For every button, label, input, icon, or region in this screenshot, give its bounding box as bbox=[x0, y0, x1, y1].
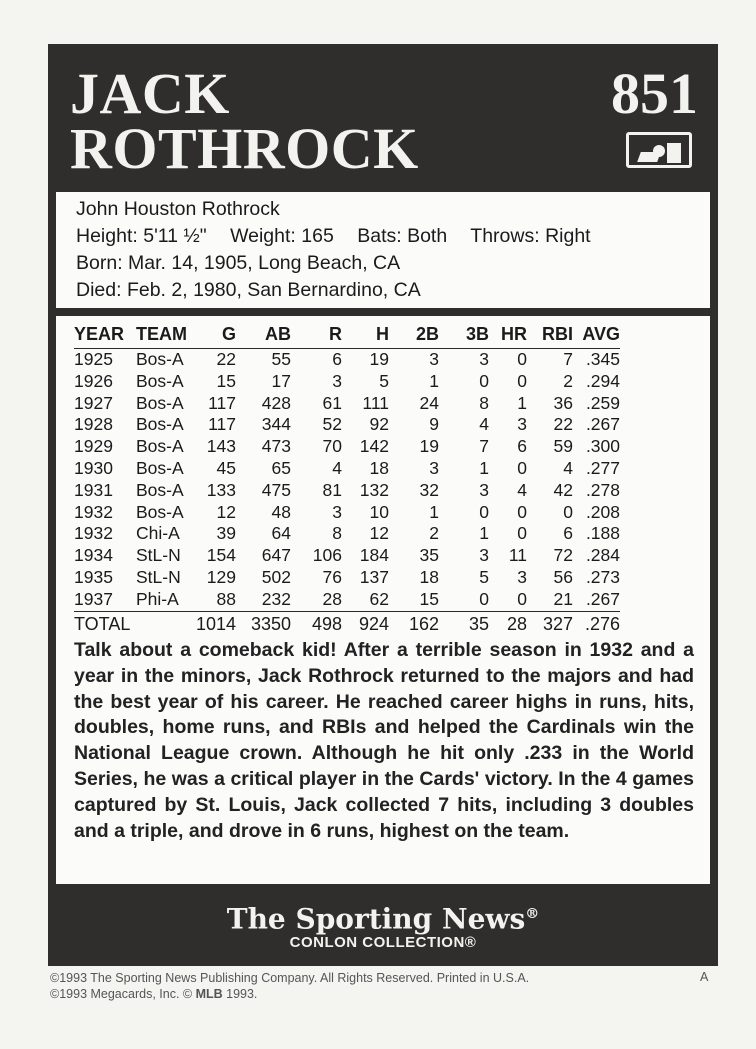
table-cell: Bos-A bbox=[136, 414, 184, 435]
born-label: Born: bbox=[76, 252, 123, 274]
col-header: YEAR bbox=[74, 324, 125, 345]
table-cell: .294 bbox=[585, 370, 620, 391]
table-cell: 117 bbox=[208, 392, 236, 413]
copyright-line-1: ©1993 The Sporting News Publishing Company. All Rights Reserved. Printed in U.S.A. bbox=[50, 971, 530, 985]
table-cell: 8 bbox=[479, 392, 489, 413]
table-cell: 2 bbox=[563, 370, 573, 391]
table-cell: 3350 bbox=[236, 611, 291, 638]
card-number: 851 bbox=[611, 61, 698, 126]
table-cell: 142 bbox=[359, 436, 389, 457]
table-cell: 24 bbox=[419, 392, 439, 413]
table-cell: 106 bbox=[312, 545, 342, 566]
table-cell: 232 bbox=[261, 588, 291, 609]
table-cell: 35 bbox=[439, 611, 489, 638]
table-cell: 81 bbox=[322, 479, 342, 500]
table-cell: Bos-A bbox=[136, 501, 184, 522]
table-row bbox=[74, 567, 620, 589]
table-cell: 39 bbox=[216, 523, 236, 544]
table-cell: 0 bbox=[517, 349, 527, 369]
table-cell: .276 bbox=[573, 611, 620, 638]
table-row bbox=[74, 523, 620, 545]
stats-table bbox=[74, 322, 620, 638]
table-cell: .345 bbox=[585, 349, 620, 369]
table-cell: 162 bbox=[389, 611, 439, 638]
col-header: TEAM bbox=[136, 324, 187, 345]
table-row bbox=[74, 502, 620, 524]
table-cell: 133 bbox=[206, 479, 236, 500]
table-cell: 3 bbox=[479, 545, 489, 566]
mlb-logo-icon bbox=[626, 132, 692, 168]
table-cell: Bos-A bbox=[136, 479, 184, 500]
table-cell: 1 bbox=[429, 501, 439, 522]
table-cell: 59 bbox=[553, 436, 573, 457]
table-cell: 7 bbox=[479, 436, 489, 457]
table-cell: 3 bbox=[479, 479, 489, 500]
table-cell: 344 bbox=[261, 414, 291, 435]
table-cell: .208 bbox=[585, 501, 620, 522]
height-label: Height: bbox=[76, 225, 138, 247]
table-cell: 1931 bbox=[74, 479, 113, 500]
table-cell: 11 bbox=[508, 545, 527, 566]
table-cell: 6 bbox=[563, 523, 573, 544]
table-cell: 1928 bbox=[74, 414, 113, 435]
table-cell: 92 bbox=[369, 414, 389, 435]
table-cell: 19 bbox=[419, 436, 439, 457]
table-cell: 117 bbox=[208, 414, 236, 435]
table-cell: 132 bbox=[359, 479, 389, 500]
sporting-news-logo bbox=[48, 899, 718, 934]
throws-value: Right bbox=[545, 225, 591, 247]
table-cell: 1 bbox=[479, 457, 489, 478]
table-cell: 111 bbox=[362, 392, 389, 413]
col-header: 2B bbox=[415, 324, 439, 345]
table-cell: 3 bbox=[332, 501, 342, 522]
table-cell: 18 bbox=[369, 457, 389, 478]
table-cell: 72 bbox=[553, 545, 573, 566]
table-cell: 1929 bbox=[74, 436, 113, 457]
table-cell: 327 bbox=[527, 611, 573, 638]
table-cell: 4 bbox=[563, 457, 573, 478]
table-cell: 1930 bbox=[74, 457, 113, 478]
col-header: RBI bbox=[542, 324, 573, 345]
bio-panel bbox=[56, 192, 710, 308]
col-header: 3B bbox=[465, 324, 489, 345]
table-cell: 2 bbox=[429, 523, 439, 544]
table-cell: 32 bbox=[419, 479, 439, 500]
table-cell: .278 bbox=[585, 479, 620, 500]
table-cell: 6 bbox=[332, 349, 342, 369]
table-cell: .300 bbox=[585, 436, 620, 457]
table-cell: 48 bbox=[271, 501, 291, 522]
died-row bbox=[76, 277, 710, 304]
stats-panel bbox=[56, 316, 710, 884]
career-blurb: Talk about a comeback kid! After a terrible season in 1932 and a year in the minors, Jack Rothrock returned to the majors and had the best year of his career. He reached career highs in runs, hits, doubles, home runs, and RBIs and helped the Cardinals win the National League crown. Although he hit only .233 in the World Series, he was a critical player in the Cards' victory. In the 4 games captured by St. Louis, Jack collected 7 hits, including 3 doubles and a triple, and drove in 6 runs, highest on the team. bbox=[74, 639, 694, 842]
table-cell: 22 bbox=[216, 349, 236, 369]
table-cell: 55 bbox=[271, 349, 291, 369]
table-cell: .267 bbox=[585, 588, 620, 609]
table-cell: 1 bbox=[479, 523, 489, 544]
table-cell: 1932 bbox=[74, 501, 113, 522]
total-label: TOTAL bbox=[74, 611, 194, 638]
died-value: Feb. 2, 1980, San Bernardino, CA bbox=[126, 279, 421, 301]
table-cell: 28 bbox=[322, 588, 342, 609]
player-name bbox=[70, 61, 419, 181]
table-cell: 129 bbox=[206, 566, 236, 587]
table-cell: 70 bbox=[322, 436, 342, 457]
table-cell: 35 bbox=[419, 545, 439, 566]
table-cell: 65 bbox=[271, 457, 291, 478]
table-cell: 4 bbox=[479, 414, 489, 435]
player-first-name: JACK bbox=[70, 61, 230, 126]
table-cell: 0 bbox=[517, 370, 527, 391]
col-header: H bbox=[376, 324, 389, 345]
table-cell: Phi-A bbox=[136, 588, 179, 609]
table-cell: 64 bbox=[271, 523, 291, 544]
table-cell: .273 bbox=[585, 566, 620, 587]
table-cell: 15 bbox=[216, 370, 236, 391]
table-cell: 154 bbox=[206, 545, 236, 566]
brand-name: The Sporting News bbox=[226, 902, 526, 936]
table-cell: 5 bbox=[379, 370, 389, 391]
table-cell: 61 bbox=[322, 392, 342, 413]
bats-value: Both bbox=[407, 225, 448, 247]
table-cell: 475 bbox=[261, 479, 291, 500]
table-cell: 4 bbox=[332, 457, 342, 478]
table-cell: 3 bbox=[429, 349, 439, 369]
table-cell: 0 bbox=[479, 370, 489, 391]
table-cell: 647 bbox=[261, 545, 291, 566]
table-cell: .284 bbox=[585, 545, 620, 566]
table-row bbox=[74, 480, 620, 502]
table-cell: 1 bbox=[517, 392, 527, 413]
table-cell: 3 bbox=[517, 414, 527, 435]
table-cell: 62 bbox=[369, 588, 389, 609]
table-cell: 0 bbox=[517, 588, 527, 609]
table-cell: 0 bbox=[479, 588, 489, 609]
table-cell: 1926 bbox=[74, 370, 113, 391]
table-row bbox=[74, 393, 620, 415]
table-cell: Bos-A bbox=[136, 349, 184, 369]
table-cell: 0 bbox=[563, 501, 573, 522]
stats-header-row bbox=[74, 322, 620, 349]
table-cell: Bos-A bbox=[136, 392, 184, 413]
registered-mark: ® bbox=[525, 906, 540, 922]
table-cell: 1014 bbox=[194, 611, 236, 638]
table-cell: 42 bbox=[553, 479, 573, 500]
table-cell: 76 bbox=[322, 566, 342, 587]
table-cell: 924 bbox=[342, 611, 389, 638]
table-row bbox=[74, 545, 620, 567]
table-cell: 498 bbox=[291, 611, 342, 638]
bats-label: Bats: bbox=[357, 225, 402, 247]
table-row bbox=[74, 371, 620, 393]
table-cell: 1937 bbox=[74, 588, 113, 609]
table-cell: 10 bbox=[369, 501, 389, 522]
table-cell: 8 bbox=[332, 523, 342, 544]
col-header: R bbox=[329, 324, 342, 345]
table-cell: 12 bbox=[369, 523, 389, 544]
born-row bbox=[76, 250, 710, 277]
table-cell: 1935 bbox=[74, 566, 113, 587]
table-cell: 15 bbox=[419, 588, 439, 609]
weight-value: 165 bbox=[301, 225, 334, 247]
table-cell: 21 bbox=[553, 588, 573, 609]
stats-total-row bbox=[74, 611, 620, 638]
table-cell: 18 bbox=[419, 566, 439, 587]
table-cell: 137 bbox=[359, 566, 389, 587]
table-cell: .188 bbox=[585, 523, 620, 544]
table-cell: 473 bbox=[261, 436, 291, 457]
table-cell: 0 bbox=[517, 523, 527, 544]
table-cell: 52 bbox=[322, 414, 342, 435]
player-last-name: ROTHROCK bbox=[70, 116, 419, 181]
table-row bbox=[74, 458, 620, 480]
table-cell: Chi-A bbox=[136, 523, 180, 544]
table-cell: 1927 bbox=[74, 392, 113, 413]
table-row bbox=[74, 349, 620, 371]
table-cell: Bos-A bbox=[136, 457, 184, 478]
table-cell: 28 bbox=[489, 611, 527, 638]
table-cell: .259 bbox=[585, 392, 620, 413]
table-cell: 184 bbox=[359, 545, 389, 566]
weight-label: Weight: bbox=[230, 225, 296, 247]
table-cell: 6 bbox=[517, 436, 527, 457]
table-cell: 36 bbox=[553, 392, 573, 413]
col-header: HR bbox=[501, 324, 527, 345]
col-header: AB bbox=[265, 324, 291, 345]
table-cell: 7 bbox=[563, 349, 573, 369]
table-cell: 5 bbox=[479, 566, 489, 587]
table-cell: 4 bbox=[517, 479, 527, 500]
table-cell: Bos-A bbox=[136, 436, 184, 457]
table-cell: 1925 bbox=[74, 349, 113, 369]
table-cell: .277 bbox=[585, 457, 620, 478]
table-cell: 0 bbox=[517, 501, 527, 522]
table-cell: .267 bbox=[585, 414, 620, 435]
table-cell: 45 bbox=[216, 457, 236, 478]
conlon-collection: CONLON COLLECTION® bbox=[289, 934, 477, 951]
table-cell: StL-N bbox=[136, 566, 181, 587]
table-cell: 3 bbox=[429, 457, 439, 478]
table-cell: 3 bbox=[332, 370, 342, 391]
table-cell: 1 bbox=[429, 370, 439, 391]
born-value: Mar. 14, 1905, Long Beach, CA bbox=[128, 252, 401, 274]
table-cell: 0 bbox=[517, 457, 527, 478]
table-cell: 17 bbox=[271, 370, 291, 391]
table-cell: 3 bbox=[517, 566, 527, 587]
col-header: G bbox=[221, 324, 236, 345]
table-cell: Bos-A bbox=[136, 370, 184, 391]
copyright-line-2: ©1993 Megacards, Inc. © MLB 1993. bbox=[50, 987, 258, 1001]
physical-row bbox=[76, 223, 710, 250]
copyright-notice bbox=[50, 970, 529, 1002]
table-cell: 143 bbox=[206, 436, 236, 457]
col-header: AVG bbox=[582, 324, 620, 345]
table-cell: 1932 bbox=[74, 523, 113, 544]
table-cell: 0 bbox=[479, 501, 489, 522]
height-value: 5'11 ½" bbox=[143, 225, 207, 247]
card-back bbox=[48, 44, 718, 966]
table-cell: 12 bbox=[216, 501, 236, 522]
table-cell: 1934 bbox=[74, 545, 113, 566]
table-cell: 22 bbox=[553, 414, 573, 435]
table-cell: 56 bbox=[553, 566, 573, 587]
table-cell: 3 bbox=[479, 349, 489, 369]
table-row bbox=[74, 436, 620, 458]
table-row bbox=[74, 414, 620, 436]
print-code: A bbox=[700, 970, 709, 984]
full-name: John Houston Rothrock bbox=[76, 198, 280, 220]
table-cell: 88 bbox=[216, 588, 236, 609]
died-label: Died: bbox=[76, 279, 122, 301]
throws-label: Throws: bbox=[470, 225, 540, 247]
table-cell: 502 bbox=[261, 566, 291, 587]
table-cell: 428 bbox=[261, 392, 291, 413]
table-row bbox=[74, 589, 620, 611]
table-cell: 19 bbox=[369, 349, 389, 369]
table-cell: 9 bbox=[429, 414, 439, 435]
table-cell: StL-N bbox=[136, 545, 181, 566]
